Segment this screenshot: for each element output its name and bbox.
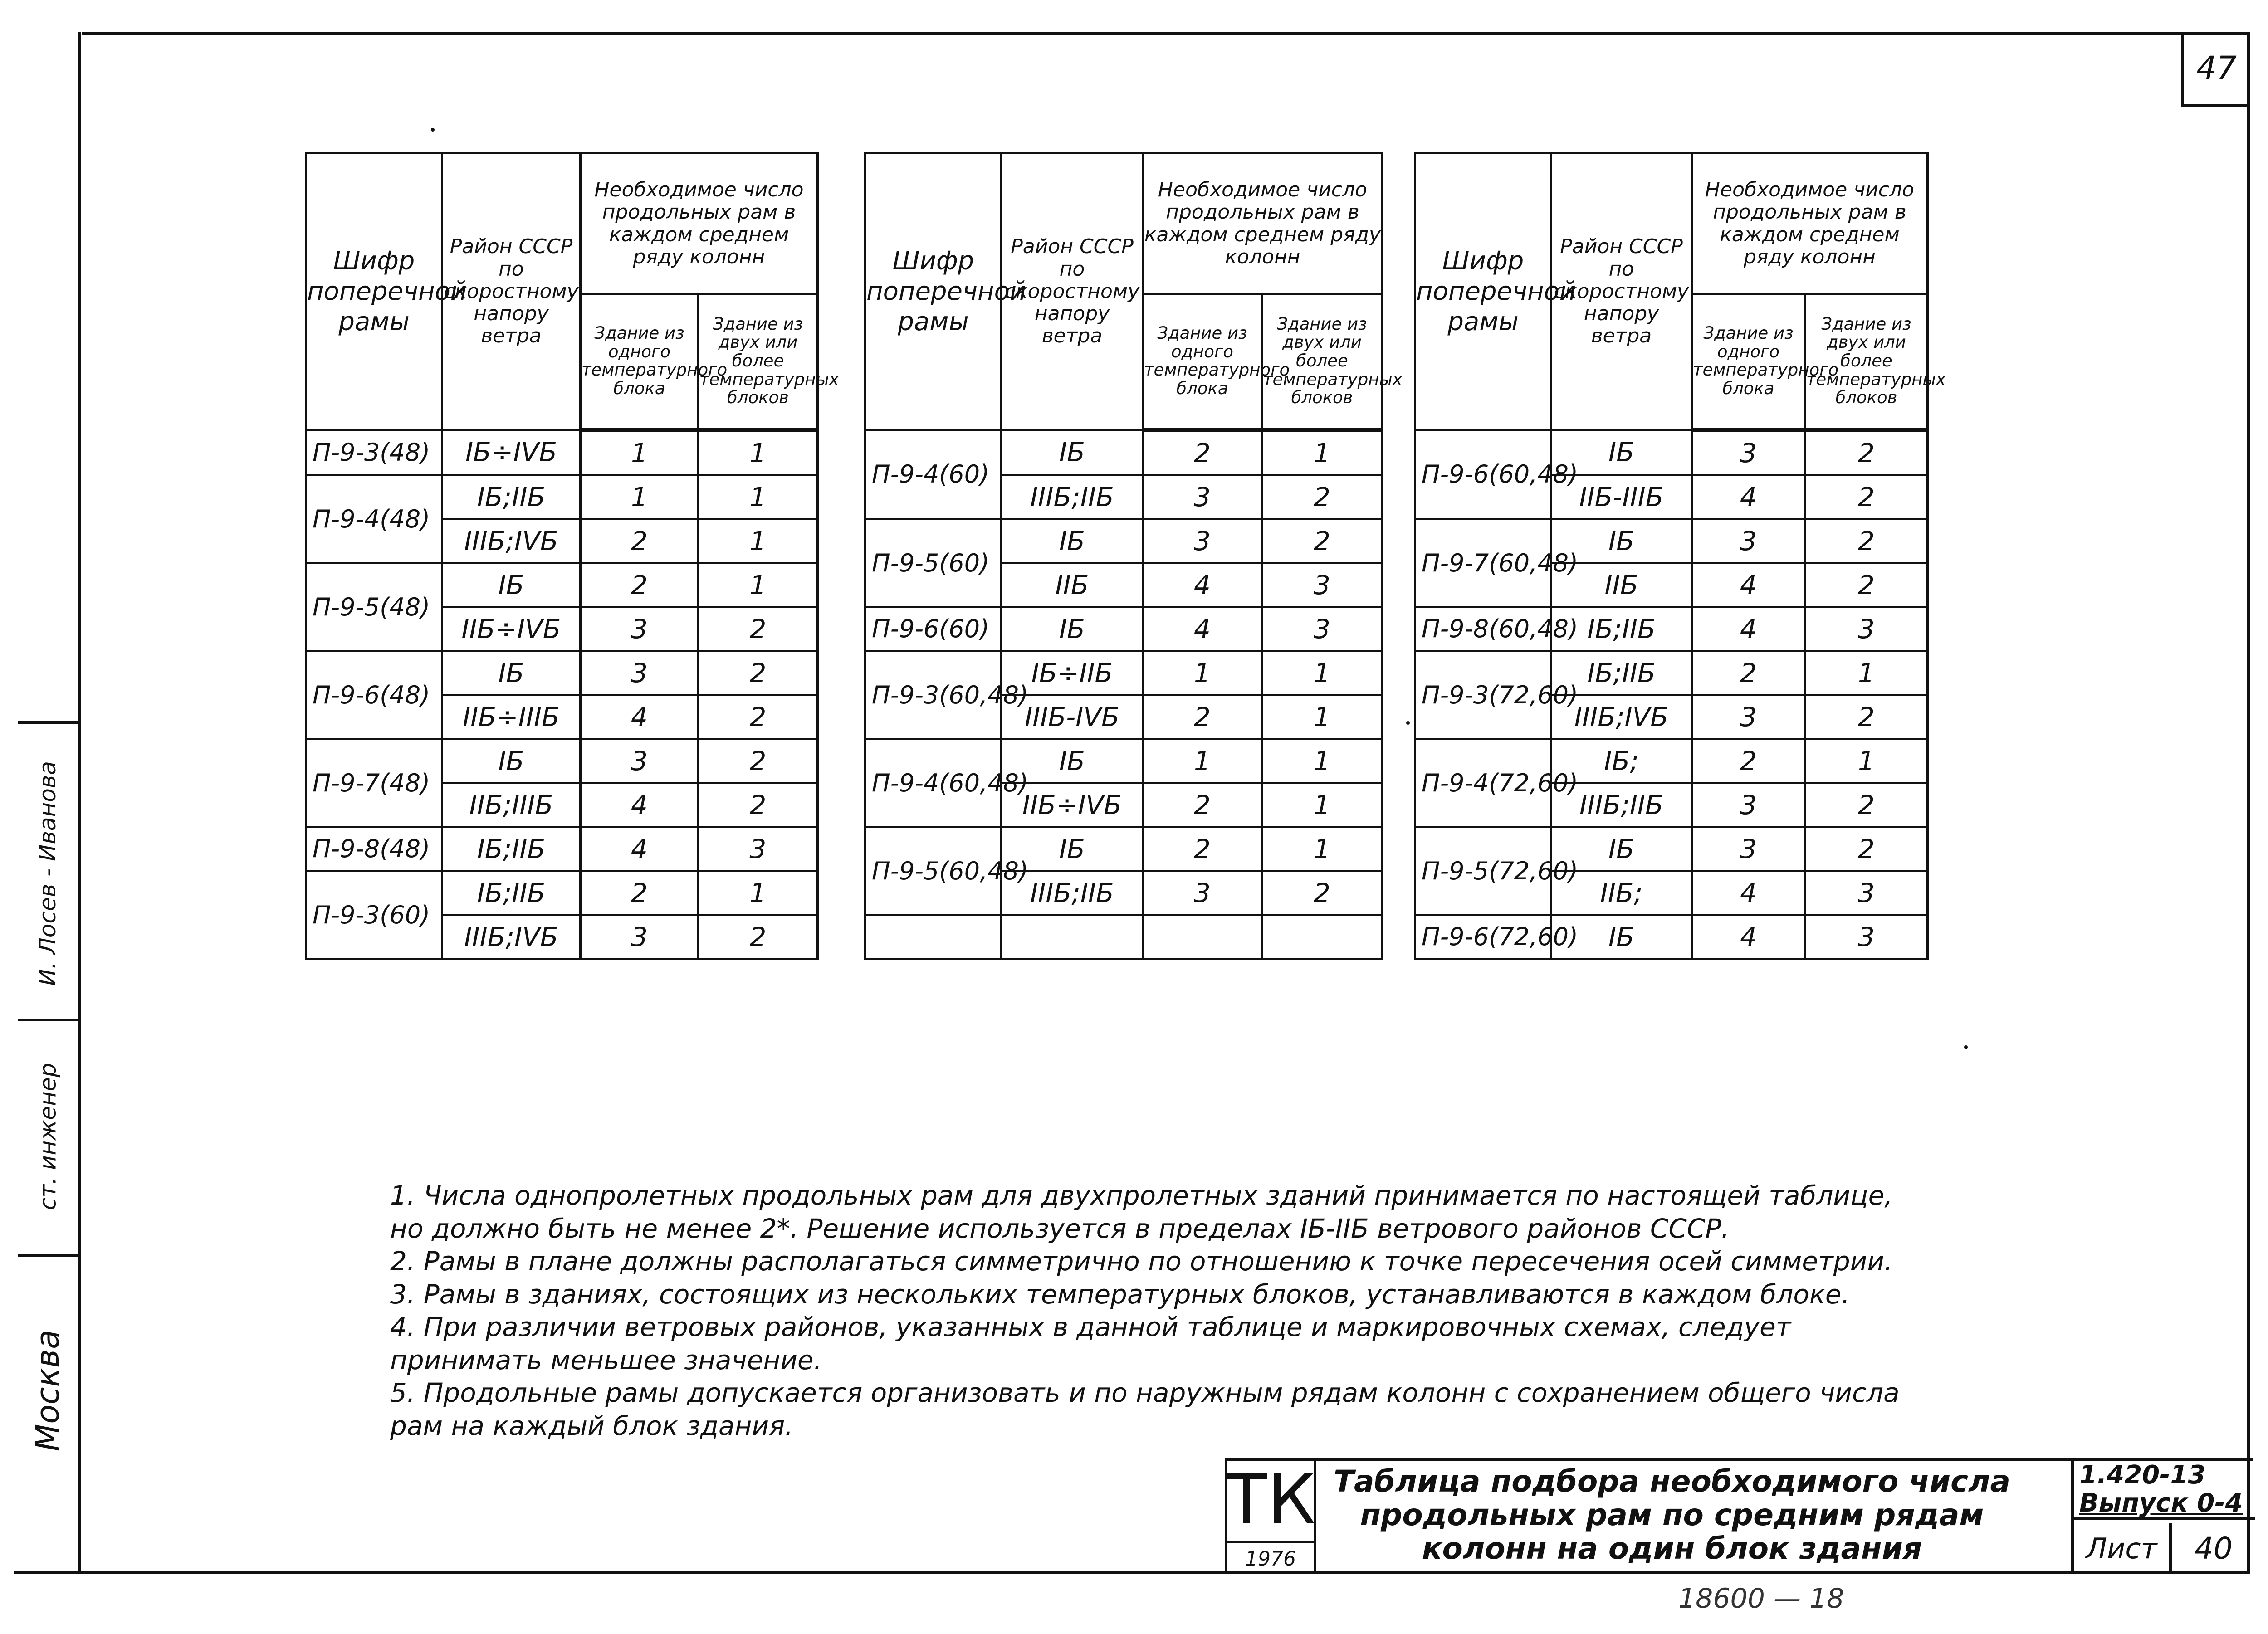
frame-cipher-cell: П-9-8(60,48) — [1415, 607, 1551, 651]
table-row — [1415, 519, 1928, 563]
one-block-count-cell: 3 — [1143, 871, 1262, 915]
multi-block-count-cell: 1 — [1805, 739, 1928, 783]
one-block-count-cell: 3 — [581, 607, 699, 651]
wind-region-cell: IIБ÷IVБ — [442, 607, 581, 651]
one-block-count-cell: 2 — [1143, 430, 1262, 475]
one-block-count-cell: 1 — [581, 475, 699, 519]
table-row — [865, 827, 1383, 871]
one-block-count-cell: 3 — [1692, 783, 1805, 827]
frame-cipher-cell: П-9-3(60) — [306, 871, 442, 959]
multi-block-count-cell: 2 — [699, 739, 818, 783]
multi-block-count-cell: 1 — [1262, 783, 1383, 827]
header-required: Необходимое число продольных рам в каждом среднем ряду колонн — [581, 153, 818, 294]
multi-block-count-cell: 1 — [1262, 695, 1383, 739]
wind-region-cell: IIБ÷IVБ — [1002, 783, 1143, 827]
selection-table-1 — [305, 152, 839, 960]
multi-block-count-cell: 2 — [699, 915, 818, 959]
wind-region-cell: IIБ — [1551, 563, 1692, 607]
frame-cipher-cell: П-9-7(48) — [306, 739, 442, 827]
stamp-role-cell — [23, 1023, 73, 1250]
multi-block-count-cell: 2 — [699, 651, 818, 695]
table-row — [306, 871, 818, 915]
sheet-label: Лист — [2074, 1523, 2172, 1574]
multi-block-count-cell: 1 — [1262, 739, 1383, 783]
series-number: 1.420-13 — [2079, 1460, 2206, 1490]
one-block-count-cell — [1143, 915, 1262, 959]
multi-block-count-cell — [1262, 915, 1383, 959]
drawing-title: Таблица подбора необходимого числа продольных рам по средним рядам колонн на один блок здания — [1334, 1464, 2010, 1566]
table-row — [1415, 739, 1928, 783]
one-block-count-cell: 2 — [1692, 651, 1805, 695]
wind-region-cell: IБ;IIБ — [1551, 607, 1692, 651]
wind-region-cell: IIIБ;IIБ — [1002, 871, 1143, 915]
frame-cipher-cell: П-9-3(60,48) — [865, 651, 1002, 739]
header-region: Район СССР по скоростному напору ветра — [1002, 153, 1143, 430]
one-block-count-cell: 4 — [1692, 915, 1805, 959]
table-row — [1415, 430, 1928, 475]
multi-block-count-cell: 2 — [1805, 695, 1928, 739]
issue-number: Выпуск 0-4 — [2079, 1488, 2243, 1518]
title-block-right — [2071, 1461, 2255, 1574]
multi-block-count-cell: 2 — [1805, 475, 1928, 519]
wind-region-cell: IБ;IIБ — [442, 827, 581, 871]
one-block-count-cell: 1 — [1143, 739, 1262, 783]
series-code — [2074, 1461, 2255, 1520]
table-row — [1415, 915, 1928, 959]
selection-table-3 — [1414, 152, 1946, 960]
wind-region-cell: IIIБ-IVБ — [1002, 695, 1143, 739]
multi-block-count-cell: 1 — [699, 563, 818, 607]
frame-right-line — [2247, 32, 2250, 1574]
header-required: Необходимое число продольных рам в каждом среднем ряду колонн — [1143, 153, 1383, 294]
wind-region-cell: IБ — [1551, 519, 1692, 563]
header-region: Район СССР по скоростному напору ветра — [442, 153, 581, 430]
one-block-count-cell: 4 — [581, 783, 699, 827]
wind-region-cell: IБ;IIБ — [442, 475, 581, 519]
multi-block-count-cell: 1 — [699, 871, 818, 915]
one-block-count-cell: 2 — [1143, 827, 1262, 871]
table-row — [865, 607, 1383, 651]
stamp-name: И. Лосев - Иванова — [34, 761, 61, 986]
table-row — [865, 519, 1383, 563]
one-block-count-cell: 1 — [581, 430, 699, 475]
one-block-count-cell: 3 — [581, 915, 699, 959]
frame-cipher-cell: П-9-6(48) — [306, 651, 442, 739]
table-row — [1415, 827, 1928, 871]
multi-block-count-cell: 1 — [1805, 651, 1928, 695]
frame-cipher-cell: П-9-5(60,48) — [865, 827, 1002, 915]
one-block-count-cell: 4 — [1143, 607, 1262, 651]
wind-region-cell: IIIБ;IVБ — [1551, 695, 1692, 739]
multi-block-count-cell: 2 — [1805, 783, 1928, 827]
wind-region-cell: IIБ; — [1551, 871, 1692, 915]
table-2-body — [865, 430, 1383, 959]
frame-cipher-cell: П-9-5(60) — [865, 519, 1002, 607]
wind-region-cell: IIБ-IIIБ — [1551, 475, 1692, 519]
wind-region-cell — [1002, 915, 1143, 959]
multi-block-count-cell: 2 — [1805, 827, 1928, 871]
tk-logo-text: ТК — [1225, 1460, 1316, 1539]
header-two-blocks: Здание из двух или более температурных блоков — [1805, 294, 1928, 430]
one-block-count-cell: 2 — [1143, 783, 1262, 827]
table-row — [1415, 607, 1928, 651]
wind-region-cell: IБ; — [1551, 739, 1692, 783]
frame-cipher-cell: П-9-4(60,48) — [865, 739, 1002, 827]
notes — [390, 1179, 1932, 1442]
frame-cipher-cell: П-9-4(72,60) — [1415, 739, 1551, 827]
wind-region-cell: IБ — [1002, 739, 1143, 783]
one-block-count-cell: 3 — [1692, 695, 1805, 739]
wind-region-cell: IБ — [442, 563, 581, 607]
multi-block-count-cell: 1 — [699, 519, 818, 563]
sheet-number: 40 — [2195, 1531, 2233, 1566]
multi-block-count-cell: 2 — [1805, 563, 1928, 607]
multi-block-count-cell: 2 — [1262, 475, 1383, 519]
multi-block-count-cell: 2 — [1805, 519, 1928, 563]
one-block-count-cell: 2 — [581, 563, 699, 607]
multi-block-count-cell: 2 — [699, 607, 818, 651]
one-block-count-cell: 3 — [1143, 475, 1262, 519]
note-3: 3. Рамы в зданиях, состоящих из нескольких температурных блоков, устанавливаются в каждом блоке. — [390, 1278, 1850, 1310]
one-block-count-cell: 3 — [581, 739, 699, 783]
frame-cipher-cell: П-9-4(60) — [865, 430, 1002, 519]
header-two-blocks: Здание из двух или более температурных блоков — [699, 294, 818, 430]
one-block-count-cell: 4 — [1692, 607, 1805, 651]
table-row — [865, 430, 1383, 475]
wind-region-cell: IIIБ;IVБ — [442, 519, 581, 563]
multi-block-count-cell: 1 — [1262, 827, 1383, 871]
multi-block-count-cell: 3 — [1805, 607, 1928, 651]
table-row — [865, 739, 1383, 783]
stamp-divider — [78, 724, 80, 1572]
one-block-count-cell: 3 — [1692, 827, 1805, 871]
page-number — [2181, 32, 2249, 107]
header-one-block: Здание из одного температурного блока — [581, 294, 699, 430]
wind-region-cell: IБ — [1551, 430, 1692, 475]
table-row — [306, 739, 818, 783]
one-block-count-cell: 4 — [1692, 563, 1805, 607]
frame-cipher-cell: П-9-5(48) — [306, 563, 442, 651]
title-block — [1225, 1458, 2253, 1574]
wind-region-cell: IБ — [1002, 607, 1143, 651]
tk-logo — [1227, 1461, 1316, 1574]
frame-cipher-cell — [865, 915, 1002, 959]
multi-block-count-cell: 2 — [699, 695, 818, 739]
table-row — [306, 475, 818, 519]
note-4: 4. При различии ветровых районов, указанных в данной таблице и маркировочных схемах, следует принимать меньшее значение. — [390, 1312, 1791, 1375]
header-cipher: Шифр поперечной рамы — [306, 153, 442, 430]
header-required: Необходимое число продольных рам в каждом среднем ряду колонн — [1692, 153, 1928, 294]
one-block-count-cell: 2 — [581, 871, 699, 915]
table-row — [306, 430, 818, 475]
multi-block-count-cell: 3 — [1805, 915, 1928, 959]
table-row — [306, 827, 818, 871]
stamp-role: ст. инженер — [34, 1063, 61, 1210]
one-block-count-cell: 3 — [1692, 430, 1805, 475]
header-one-block: Здание из одного температурного блока — [1692, 294, 1805, 430]
frame-cipher-cell: П-9-8(48) — [306, 827, 442, 871]
stray-dot — [1406, 721, 1410, 725]
stray-dot — [1964, 1045, 1968, 1049]
frame-cipher-cell: П-9-3(48) — [306, 430, 442, 475]
multi-block-count-cell: 2 — [1262, 871, 1383, 915]
stamp-city-cell — [23, 1263, 73, 1517]
note-1: 1. Числа однопролетных продольных рам для двухпролетных зданий принимается по настоящей таблице, но должно быть не менее 2*. Решение используется в пределах IБ-IIБ ветрового районов СССР. — [390, 1180, 1893, 1244]
wind-region-cell: IБ — [442, 739, 581, 783]
table-3-body — [1415, 430, 1928, 959]
multi-block-count-cell: 1 — [1262, 651, 1383, 695]
frame-cipher-cell: П-9-6(72,60) — [1415, 915, 1551, 959]
wind-region-cell: IБ — [1551, 915, 1692, 959]
one-block-count-cell: 4 — [1692, 871, 1805, 915]
wind-region-cell: IIIБ;IIБ — [1002, 475, 1143, 519]
frame-cipher-cell: П-9-7(60,48) — [1415, 519, 1551, 607]
wind-region-cell: IБ — [1002, 430, 1143, 475]
multi-block-count-cell: 1 — [1262, 430, 1383, 475]
wind-region-cell: IБ — [1551, 827, 1692, 871]
table-1-body — [306, 430, 818, 959]
multi-block-count-cell: 2 — [1262, 519, 1383, 563]
logo-year: 1976 — [1227, 1541, 1314, 1575]
wind-region-cell: IIБ;IIIБ — [442, 783, 581, 827]
table-row — [865, 651, 1383, 695]
table-row — [306, 651, 818, 695]
note-2: 2. Рамы в плане должны располагаться симметрично по отношению к точке пересечения осей симметрии. — [390, 1246, 1893, 1277]
wind-region-cell: IБ — [1002, 519, 1143, 563]
wind-region-cell: IБ÷IVБ — [442, 430, 581, 475]
frame-cipher-cell: П-9-5(72,60) — [1415, 827, 1551, 915]
multi-block-count-cell: 3 — [1805, 871, 1928, 915]
left-margin-stamp — [18, 721, 78, 1581]
bottom-mark: 18600 — 18 — [1678, 1583, 1844, 1614]
header-region: Район СССР по скоростному напору ветра — [1551, 153, 1692, 430]
wind-region-cell: IБ — [1002, 827, 1143, 871]
wind-region-cell: IБ;IIБ — [1551, 651, 1692, 695]
multi-block-count-cell: 3 — [699, 827, 818, 871]
wind-region-cell: IБ — [442, 651, 581, 695]
one-block-count-cell: 4 — [581, 695, 699, 739]
wind-region-cell: IБ÷IIБ — [1002, 651, 1143, 695]
table-row — [306, 563, 818, 607]
header-cipher: Шифр поперечной рамы — [865, 153, 1002, 430]
frame-cipher-cell: П-9-3(72,60) — [1415, 651, 1551, 739]
wind-region-cell: IIIБ;IVБ — [442, 915, 581, 959]
multi-block-count-cell: 3 — [1262, 563, 1383, 607]
one-block-count-cell: 3 — [1692, 519, 1805, 563]
one-block-count-cell: 2 — [581, 519, 699, 563]
one-block-count-cell: 4 — [581, 827, 699, 871]
stamp-city: Москва — [29, 1329, 67, 1452]
one-block-count-cell: 3 — [1143, 519, 1262, 563]
multi-block-count-cell: 2 — [1805, 430, 1928, 475]
one-block-count-cell: 4 — [1692, 475, 1805, 519]
one-block-count-cell: 1 — [1143, 651, 1262, 695]
header-cipher: Шифр поперечной рамы — [1415, 153, 1551, 430]
multi-block-count-cell: 1 — [699, 475, 818, 519]
stamp-name-cell — [23, 728, 73, 1019]
multi-block-count-cell: 2 — [699, 783, 818, 827]
stamp-separator — [18, 1019, 78, 1021]
wind-region-cell: IБ;IIБ — [442, 871, 581, 915]
one-block-count-cell: 4 — [1143, 563, 1262, 607]
stamp-separator — [18, 1254, 78, 1257]
selection-table-2 — [864, 152, 1403, 960]
wind-region-cell: IIБ — [1002, 563, 1143, 607]
frame-top-line — [82, 32, 2250, 35]
multi-block-count-cell: 1 — [699, 430, 818, 475]
frame-cipher-cell: П-9-6(60,48) — [1415, 430, 1551, 519]
header-one-block: Здание из одного температурного блока — [1143, 294, 1262, 430]
wind-region-cell: IIIБ;IIБ — [1551, 783, 1692, 827]
frame-cipher-cell: П-9-6(60) — [865, 607, 1002, 651]
header-two-blocks: Здание из двух или более температурных блоков — [1262, 294, 1383, 430]
stray-dot — [431, 128, 435, 132]
wind-region-cell: IIБ÷IIIБ — [442, 695, 581, 739]
table-row — [865, 915, 1383, 959]
one-block-count-cell: 2 — [1143, 695, 1262, 739]
multi-block-count-cell: 3 — [1262, 607, 1383, 651]
table-row — [1415, 651, 1928, 695]
one-block-count-cell: 2 — [1692, 739, 1805, 783]
frame-cipher-cell: П-9-4(48) — [306, 475, 442, 563]
note-5: 5. Продольные рамы допускается организовать и по наружным рядам колонн с сохранением общего числа рам на каждый блок здания. — [390, 1377, 1900, 1441]
page-number-text: 47 — [2196, 49, 2237, 87]
one-block-count-cell: 3 — [581, 651, 699, 695]
